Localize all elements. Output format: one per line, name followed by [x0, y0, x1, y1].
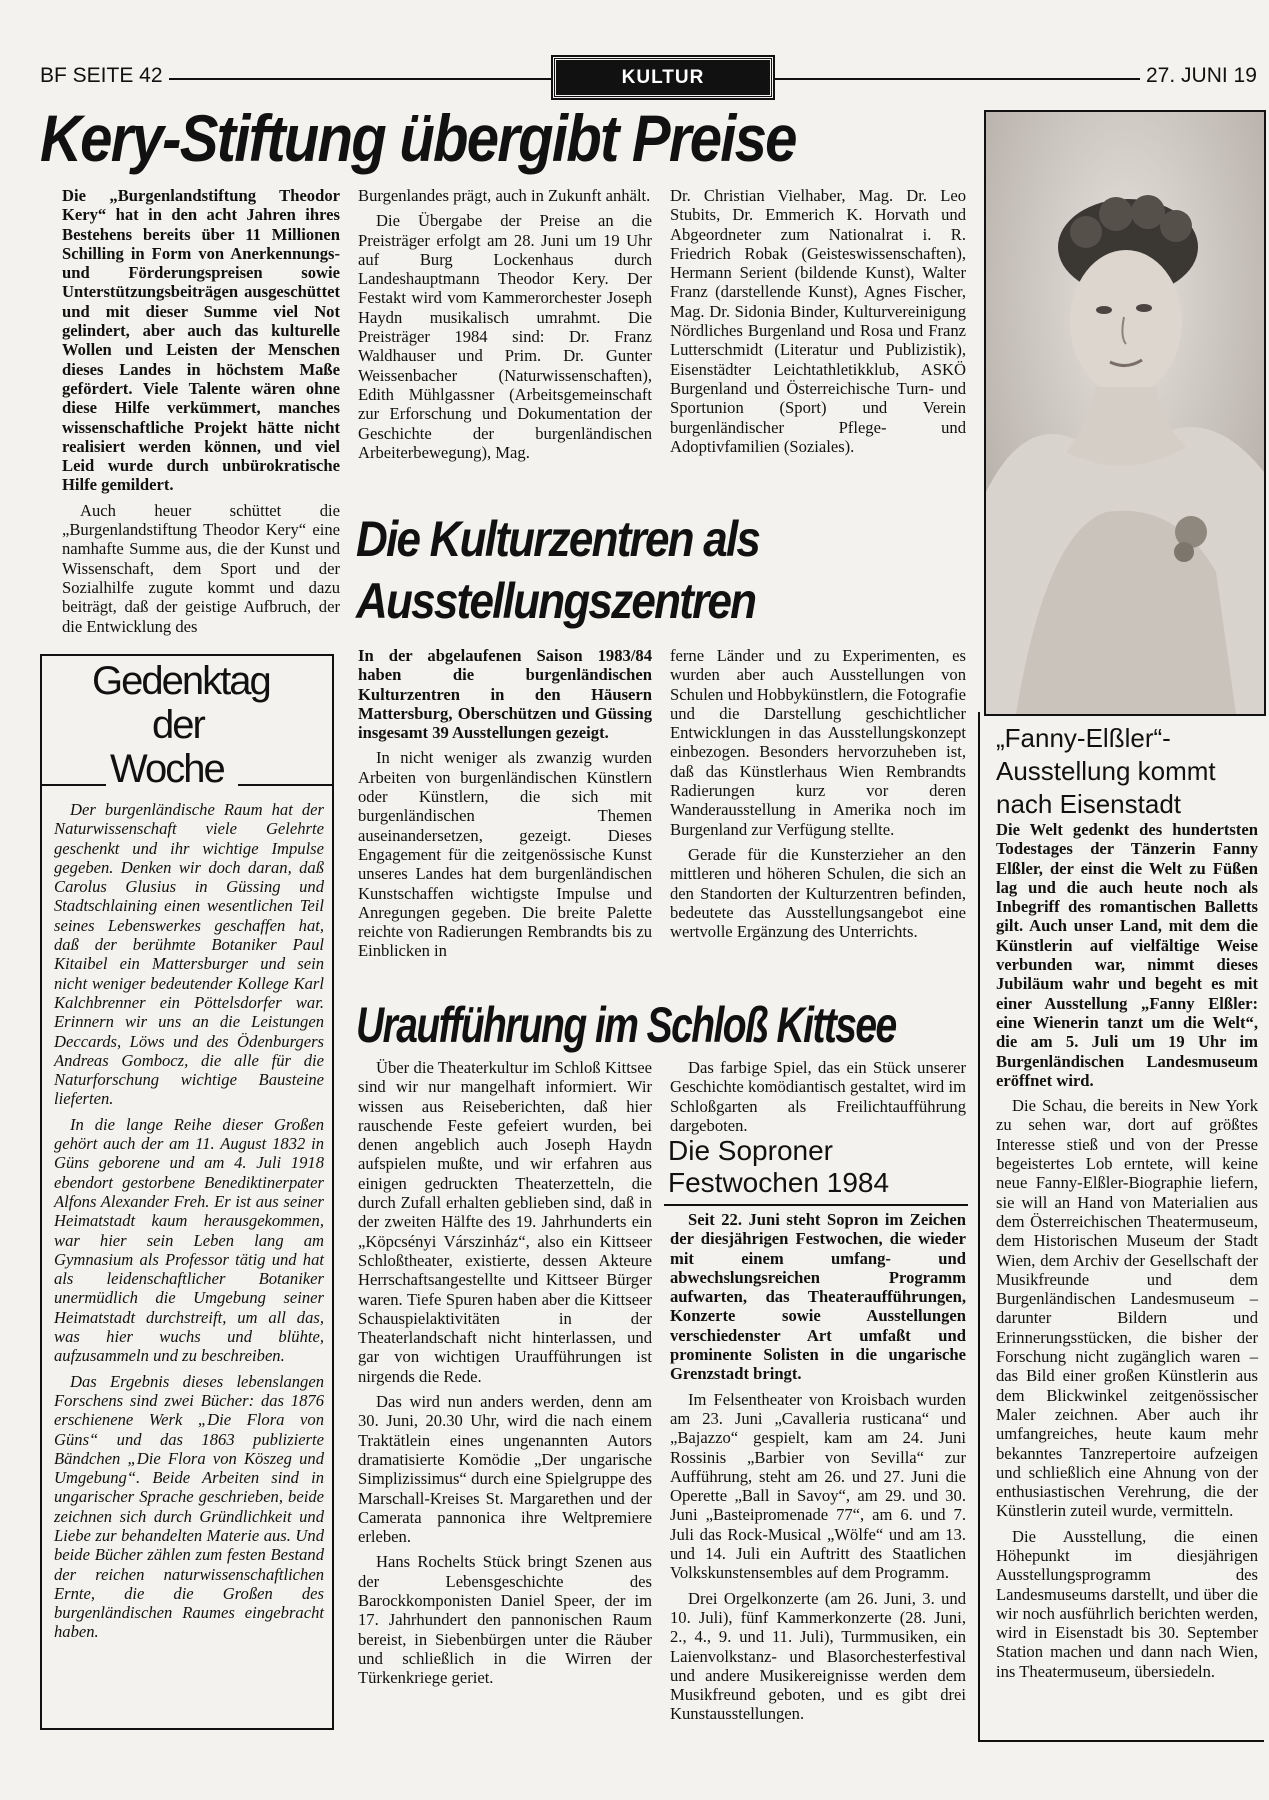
gedenktag-para3: Das Ergebnis dieses lebenslangen Forschens sind zwei Bücher: das 1876 erschienene Werk „Die Flora von Güns“ und das 1863 publizierte Bändchen „Die Flora von Köszeg und Umgebung“. Beide Arbeiten sind in ungarischer Sprache geschrieben, beide zeichnen sich durch Gründlichkeit und Liebe zur behandelten Materie aus. Und beide Bücher zählen zum festen Bestand der reichen naturwissenschaftlichen Ernte, die die Großen des burgenländischen Raumes eingebracht haben. — [54, 1371, 324, 1642]
page-number: BF SEITE 42 — [34, 64, 169, 88]
article3-headline: Uraufführung im Schloß Kittsee — [356, 997, 896, 1053]
header-rule-left — [160, 78, 555, 80]
article2-col1 — [358, 646, 652, 974]
gedenktag-para1: Der burgenländische Raum hat der Naturwissenschaft viele Gelehrte geschenkt und ihr wichtige Impulse gegeben. Denken wir doch daran, daß Carolus Glusius in Güssing und Stadtschlaining einen wesentlichen Teil seines Lebenswerkes geschaffen hat, daß der berühmte Botaniker Paul Kitaibel ein Mattersburger und sein nicht weniger bedeutender Kollege Karl Kalchbrenner ein Pöttelsdorfer war. Erinnern wir uns an die Leistungen Deccards, Löws und des Ödenburgers Andreas Gombocz, die alle für die Naturforschung wichtige Bausteine lieferten. — [54, 800, 324, 1109]
fanny-headline-line2: Ausstellung kommt — [996, 756, 1216, 786]
gedenktag-title-line2: der — [152, 703, 204, 747]
gedenktag-title-line1: Gedenktag — [92, 659, 270, 703]
article4-headline-line1: Die Soproner — [668, 1135, 833, 1166]
article3-col1 — [358, 1058, 652, 1736]
fanny-body — [996, 820, 1258, 1730]
article4-para2: Im Felsentheater von Kroisbach wurden am 23. Juni „Cavalleria rusticana“ und „Bajazzo“ gespielt, kam am 24. Juni Rossinis „Barbier von Sevilla“ zur Aufführung, steht am 26. und 27. Juni die Operette „Ball in Savoy“, am 29. und 30. Juni „Basteipromenade 77“, am 6. und 7. Juli das Rock-Musical „Wölfe“ und am 13. und 14. Juli ein Auftritt des Staatlichen Volkskunstensembles auf dem Programm. — [670, 1389, 966, 1583]
fanny-para3: Die Ausstellung, die einen Höhepunkt im diesjährigen Ausstellungsprogramm des Landesmuseums darstellt, und über die wir noch ausführlich berichten werden, wird in Eisenstadt bis 30. September Station machen und dann nach Wien, ins Theatermuseum, übersiedeln. — [996, 1526, 1258, 1681]
article2-headline-line2: Ausstellungszentren — [356, 573, 756, 629]
article2-col2-para1: ferne Länder und zu Experimenten, es wurden aber auch Ausstellungen von Schulen und Hobbykünstlern, die Fotografie und die Darstellung geschichtlicher Entwicklungen in das Ausstellungskonzept einbezogen. Besonders hervorzuheben ist, daß das Künstlerhaus Wien Rembrandts Radierungen kurz vor deren Wanderausstellung in Amerika noch im Burgenland zur Verfügung stellte. — [670, 646, 966, 839]
article1-col2-para1: Burgenlandes prägt, auch in Zukunft anhält. — [358, 186, 651, 205]
fanny-para1: Die Welt gedenkt des hundertsten Todestages der Tänzerin Fanny Elßler, der einst die Welt zu Füßen lag und die auch heute noch als Inbegriff des romantischen Balletts gilt. Auch unser Land, mit dem die Künstlerin auf vielfältige Weise verbunden war, nimmt dieses Jubiläum wahr und begeht es mit einer Ausstellung „Fanny Elßler: eine Wienerin tanzt um die Welt“, die am 5. Juli um 19 Uhr im Burgenländischen Landesmuseum eröffnet wird. — [996, 820, 1258, 1090]
article1-headline: Kery-Stiftung übergibt Preise — [40, 101, 796, 175]
article1-col2-para2: Die Übergabe der Preise an die Preisträger erfolgt am 28. Juni um 19 Uhr auf Burg Lockenhaus durch Landeshauptmann Theodor Kery. Der Festakt wird vom Kammerorchester Joseph Haydn musikalisch umrahmt. Die Preisträger 1984 sind: Dr. Franz Waldhauser und Prim. Dr. Gunter Weissenbacher (Naturwissenschaften), Edith Mühlgassner (Arbeitsgemeinschaft zur Erforschung und Dokumentation der Geschichte der burgenländischen Arbeiterbewegung), Mag. — [358, 211, 652, 462]
article3-col1-para1: Über die Theaterkultur im Schloß Kittsee sind wir nur mangelhaft informiert. Wir wissen aus Reiseberichten, daß hier rauschende Feste gefeiert wurden, bei denen angeblich auch Joseph Haydn aufspielen mußte, und wir erfahren aus einigen gedruckten Theaterzetteln, die durch Zufall erhalten geblieben sind, daß in der zweiten Hälfte des 19. Jahrhunderts ein „Köpcsényi Várszinház“, also ein Kittseer Schloßtheater, existierte, dessen Akteure Herrschaftsangestellte und Kittseer Bürger waren. Tiefe Spuren haben aber die Kittseer Schauspielaktivitäten in der Theaterlandschaft nicht hinterlassen, und gar von wichtigen Uraufführungen ist nirgends die Rede. — [358, 1058, 652, 1386]
article3-col1-para3: Hans Rochelts Stück bringt Szenen aus der Lebensgeschichte des Barockkomponisten Daniel Speer, der im 17. Jahrhundert den pannonischen Raum bereist, in Siebenbürgen unter die Räuber und schließlich in die Wirren der Türkenkriege geriet. — [358, 1552, 652, 1688]
fanny-headline-line1: „Fanny-Elßler“- — [996, 723, 1171, 753]
article1-col1-para2: Auch heuer schüttet die „Burgenlandstiftung Theodor Kery“ eine namhafte Summe aus, die der Kunst und Wissenschaft, dem Sport und der Sozialhilfe zugute kommt und dazu beiträgt, daß der geistige Aufbruch, der die Entwicklung des — [62, 500, 340, 636]
article1-col1 — [62, 186, 340, 636]
article4-body — [670, 1210, 966, 1736]
issue-date: 27. JUNI 19 — [1140, 64, 1263, 88]
article1-col3 — [670, 186, 966, 498]
fanny-headline-line3: nach Eisenstadt — [996, 789, 1182, 819]
gedenktag-body — [54, 800, 324, 1720]
article1-col3-para1: Dr. Christian Vielhaber, Mag. Dr. Leo Stubits, Dr. Emmerich K. Horvath und Abgeordneter zum Nationalrat i. R. Friedrich Robak (Geisteswissenschaften), Hermann Serient (bildende Kunst), Walter Franz (darstellende Kunst), Agnes Fischer, Mag. Dr. Sidonia Binder, Kulturvereinigung Nördliches Burgenland und Rosa und Franz Lutterschmidt (Literatur und Publizistik), Eisenstädter Leichtathletikklub, ASKÖ Burgenland und Österreichische Turn- und Sportunion (Sport) und Verein burgenländischer Pflege- und Adoptivfamilien (Soziales). — [670, 186, 966, 456]
fanny-elssler-portrait — [984, 110, 1266, 716]
article4-para3: Drei Orgelkonzerte (am 26. Juni, 3. und 10. Juli), fünf Kammerkonzerte (28. Juni, 2., 4., 9. und 11. Juli), Turmmusiken, ein Laienvolkstanz- und Blasorchesterfestival und andere Musikereignisse werden dem Musikfreund geboten, und es gibt drei Kunstausstellungen. — [670, 1588, 966, 1724]
portrait-image — [986, 112, 1264, 714]
gedenktag-title-underline-left — [40, 784, 106, 786]
article1-col2 — [358, 186, 652, 498]
article2-col1-para1: In der abgelaufenen Saison 1983/84 haben die burgenländischen Kulturzentren in den Häusern Mattersburg, Oberschützen und Güssing insgesamt 39 Ausstellungen gezeigt. — [358, 646, 652, 743]
article2-col1-para2: In nicht weniger als zwanzig wurden Arbeiten von burgenländischen Künstlern oder Künstlern, die sich mit burgenländischen Themen auseinandersetzen, gezeigt. Dieses Engagement für die zeitgenössische Kunst unseres Landes hat dem burgenländischen Kunstschaffen wichtigste Impulse und Anregungen gegeben. Die breite Palette reichte von Radierungen Rembrandts bis zu Einblicken in — [358, 748, 652, 961]
article1-col1-para1: Die „Burgenlandstiftung Theodor Kery“ hat in den acht Jahren ihres Bestehens bereits über 11 Millionen Schilling in Form von Anerkennungs- und Förderungspreisen sowie Unterstützungsbeiträgen ausgeschüttet und mit dieser Summe viel Not gelindert, aber auch das kulturelle Wollen und Leisten der Menschen dieses Landes in höchstem Maße gefördert. Viele Talente wären ohne diese Hilfe verkümmert, manches wissenschaftliche Projekt hätte nicht realisiert werden können, und viel Leid wurde durch unbürokratische Hilfe gemildert. — [62, 186, 340, 495]
gedenktag-para2: In die lange Reihe dieser Großen gehört auch der am 11. August 1832 in Güns geborene und am 4. Juli 1918 ebendort gestorbene Benediktinerpater Alfons Alexander Freh. Er ist aus seiner Heimatstadt kaum herausgekommen, war hier sein Leben lang am Gymnasium als Professor tätig und hat als leidenschaftlicher Botaniker unermüdlich die Umgebung seiner Heimatstadt durchstreift, um all das, was hier wuchs und blühte, aufzusammeln und zu beschreiben. — [54, 1114, 324, 1366]
article3-col2-para1: Das farbige Spiel, das ein Stück unserer Geschichte komödiantisch gestaltet, wird im Schloßgarten als Freilichtaufführung dargeboten. — [670, 1058, 966, 1135]
article3-col2 — [670, 1058, 966, 1144]
article2-headline-line1: Die Kulturzentren als — [356, 511, 760, 567]
article2-col2-para2: Gerade für die Kunsterzieher an den mittleren und höheren Schulen, die sich an den Standorten der Kulturzentren befinden, bedeutete das Ausstellungsangebot eine wertvolle Ergänzung des Unterrichts. — [670, 844, 966, 942]
gedenktag-title-underline-right — [238, 784, 332, 786]
header-rule-right — [765, 78, 1145, 80]
article4-headline-line2: Festwochen 1984 — [668, 1167, 890, 1198]
article4-rule — [664, 1204, 968, 1206]
section-label: KULTUR — [553, 57, 773, 98]
article4-para1: Seit 22. Juni steht Sopron im Zeichen der diesjährigen Festwochen, die wieder mit einem umfang- und abwechslungsreichen Programm aufwarten, das Theateraufführungen, Konzerte sowie Ausstellungen verschiedenster Art umfaßt und prominente Solisten in die ungarische Grenzstadt bringt. — [670, 1210, 966, 1384]
gedenktag-title-line3: Woche — [110, 747, 224, 791]
article2-col2 — [670, 646, 966, 974]
fanny-para2: Die Schau, die bereits in New York zu sehen war, dort auf größtes Interesse stieß und von der Presse begeistertes Lob erntete, will keine neue Fanny-Elßler-Biographie liefern, sie will an Hand von Materialien aus dem Österreichischen Theatermuseum, dem Historischen Museum der Stadt Wien, dem Archiv der Gesellschaft der Musikfreunde und dem Burgenländischen Landesmuseum – darunter Bildern und Erinnerungsstücken, die bisher der Forschung nicht zugänglich waren – das Bild einer großen Künstlerin aus dem Blickwinkel zeitgenössischer Maler zeichnen. Aber auch ihr umfangreiches, heute kaum mehr bekanntes Tanzrepertoire aufzeigen und schließlich eine Ahnung von der enthusiastischen Verehrung, die der Künstlerin zuteil wurde, vermitteln. — [996, 1096, 1258, 1521]
article3-col1-para2: Das wird nun anders werden, denn am 30. Juni, 20.30 Uhr, wird die nach einem Traktätlein eines ungenannten Autors dramatisierte Komödie „Der ungarische Simplizissimus“ durch eine Spielgruppe des Marschall-Kreises St. Margarethen und der Camerata pannonica ihre Weltpremiere erleben. — [358, 1392, 652, 1547]
